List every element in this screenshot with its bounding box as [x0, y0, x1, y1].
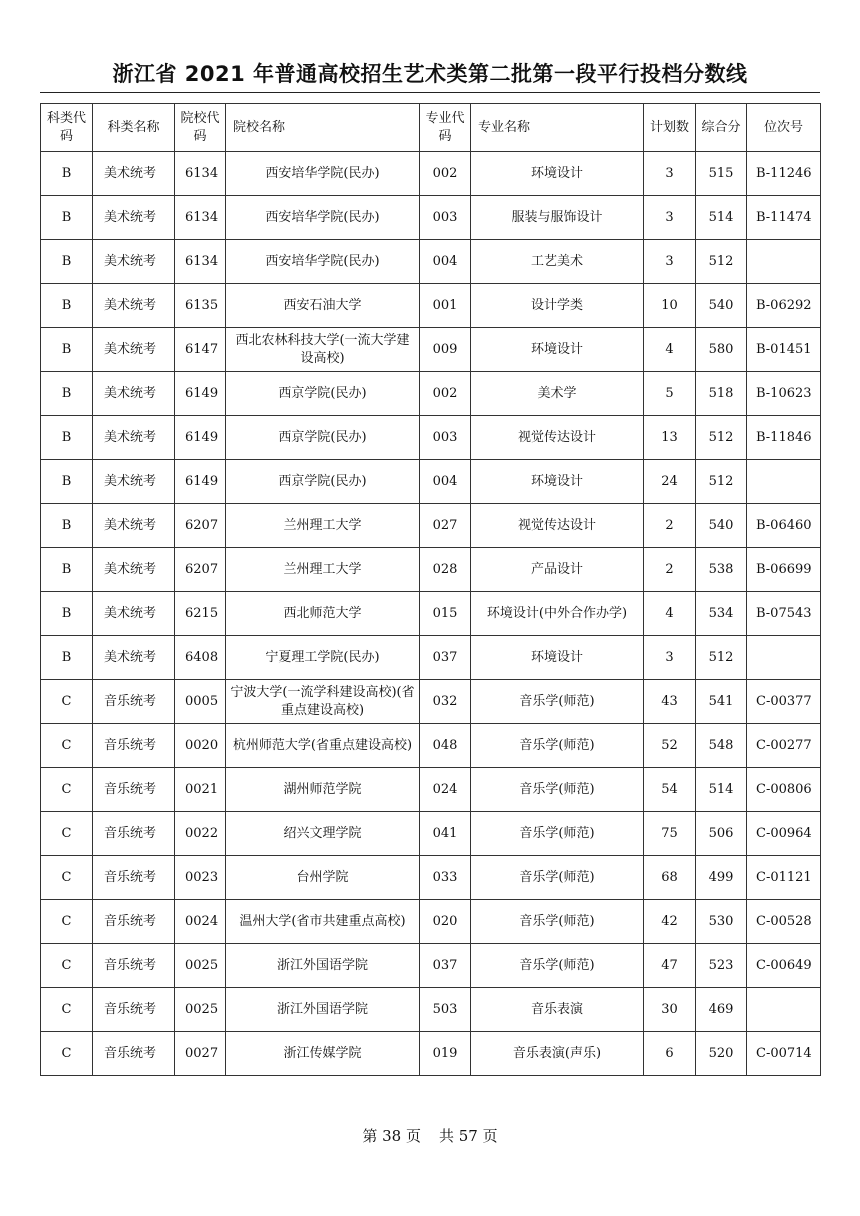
cell-score: 520 [696, 1032, 747, 1076]
cell-kind-name: 美术统考 [93, 416, 175, 460]
cell-kind-name: 美术统考 [93, 152, 175, 196]
cell-kind-code: B [41, 152, 93, 196]
cell-kind-code: C [41, 900, 93, 944]
cell-school-name: 西安培华学院(民办) [226, 196, 420, 240]
header-major-code: 专业代码 [420, 104, 471, 152]
cell-school-code: 0022 [175, 812, 226, 856]
page-title: 浙江省 2021 年普通高校招生艺术类第二批第一段平行投档分数线 [112, 62, 748, 86]
cell-score: 580 [696, 328, 747, 372]
cell-major-code: 020 [420, 900, 471, 944]
cell-school-code: 6134 [175, 240, 226, 284]
cell-school-code: 6149 [175, 416, 226, 460]
cell-major-name: 音乐学(师范) [471, 812, 644, 856]
cell-kind-code: B [41, 416, 93, 460]
cell-major-name: 音乐学(师范) [471, 900, 644, 944]
table-header-row [41, 104, 821, 152]
cell-rank [747, 460, 821, 504]
header-school-code: 院校代码 [175, 104, 226, 152]
cell-kind-code: C [41, 724, 93, 768]
cell-school-name: 浙江传媒学院 [226, 1032, 420, 1076]
cell-kind-name: 美术统考 [93, 196, 175, 240]
cell-school-code: 6149 [175, 372, 226, 416]
table-row [41, 416, 821, 460]
table-row [41, 460, 821, 504]
page-footer [0, 1125, 860, 1146]
cell-kind-name: 音乐统考 [93, 900, 175, 944]
cell-major-code: 033 [420, 856, 471, 900]
cell-kind-code: B [41, 284, 93, 328]
cell-school-name: 浙江外国语学院 [226, 988, 420, 1032]
cell-major-name: 环境设计 [471, 460, 644, 504]
cell-major-name: 视觉传达设计 [471, 416, 644, 460]
cell-plan: 43 [644, 680, 696, 724]
cell-plan: 54 [644, 768, 696, 812]
cell-major-name: 设计学类 [471, 284, 644, 328]
cell-kind-name: 音乐统考 [93, 988, 175, 1032]
cell-plan: 3 [644, 240, 696, 284]
cell-major-code: 003 [420, 416, 471, 460]
cell-kind-name: 美术统考 [93, 504, 175, 548]
cell-plan: 4 [644, 592, 696, 636]
table-row [41, 944, 821, 988]
cell-major-code: 015 [420, 592, 471, 636]
cell-plan: 2 [644, 504, 696, 548]
cell-plan: 10 [644, 284, 696, 328]
cell-major-name: 环境设计(中外合作办学) [471, 592, 644, 636]
cell-rank [747, 988, 821, 1032]
cell-rank: B-10623 [747, 372, 821, 416]
cell-major-name: 音乐学(师范) [471, 724, 644, 768]
cell-kind-code: B [41, 460, 93, 504]
cell-school-code: 6149 [175, 460, 226, 504]
cell-score: 514 [696, 196, 747, 240]
cell-score: 514 [696, 768, 747, 812]
cell-school-code: 6134 [175, 152, 226, 196]
cell-major-code: 032 [420, 680, 471, 724]
cell-kind-code: B [41, 548, 93, 592]
cell-major-name: 音乐学(师范) [471, 768, 644, 812]
cell-school-code: 6207 [175, 548, 226, 592]
cell-kind-code: C [41, 768, 93, 812]
cell-score: 540 [696, 504, 747, 548]
cell-kind-code: B [41, 504, 93, 548]
cell-school-name: 西北师范大学 [226, 592, 420, 636]
cell-school-code: 0021 [175, 768, 226, 812]
cell-rank [747, 240, 821, 284]
cell-school-code: 6135 [175, 284, 226, 328]
cell-major-name: 美术学 [471, 372, 644, 416]
cell-school-code: 6207 [175, 504, 226, 548]
cell-plan: 6 [644, 1032, 696, 1076]
cell-plan: 13 [644, 416, 696, 460]
cell-kind-name: 音乐统考 [93, 680, 175, 724]
cell-school-name: 温州大学(省市共建重点高校) [226, 900, 420, 944]
cell-kind-code: B [41, 240, 93, 284]
cell-major-code: 028 [420, 548, 471, 592]
cell-school-name: 绍兴文理学院 [226, 812, 420, 856]
cell-school-code: 6134 [175, 196, 226, 240]
cell-major-code: 048 [420, 724, 471, 768]
table-row [41, 988, 821, 1032]
cell-plan: 2 [644, 548, 696, 592]
cell-kind-name: 美术统考 [93, 240, 175, 284]
cell-kind-code: C [41, 856, 93, 900]
cell-rank: C-00714 [747, 1032, 821, 1076]
cell-score: 530 [696, 900, 747, 944]
cell-rank: B-06292 [747, 284, 821, 328]
cell-school-name: 宁夏理工学院(民办) [226, 636, 420, 680]
cell-score: 469 [696, 988, 747, 1032]
cell-major-code: 002 [420, 152, 471, 196]
table-row [41, 856, 821, 900]
cell-score: 512 [696, 240, 747, 284]
cell-school-code: 0025 [175, 944, 226, 988]
cell-major-code: 001 [420, 284, 471, 328]
cell-school-name: 兰州理工大学 [226, 504, 420, 548]
cell-rank: C-00528 [747, 900, 821, 944]
cell-rank: B-11246 [747, 152, 821, 196]
cell-school-code: 0020 [175, 724, 226, 768]
cell-rank: C-00277 [747, 724, 821, 768]
cell-kind-code: B [41, 328, 93, 372]
cell-score: 523 [696, 944, 747, 988]
table-row [41, 152, 821, 196]
cell-kind-code: C [41, 944, 93, 988]
table-row [41, 768, 821, 812]
cell-kind-name: 美术统考 [93, 372, 175, 416]
cell-score: 518 [696, 372, 747, 416]
cell-school-name: 台州学院 [226, 856, 420, 900]
cell-kind-name: 美术统考 [93, 328, 175, 372]
cell-rank: C-00964 [747, 812, 821, 856]
cell-score: 541 [696, 680, 747, 724]
cell-rank: C-01121 [747, 856, 821, 900]
header-plan: 计划数 [644, 104, 696, 152]
cell-plan: 24 [644, 460, 696, 504]
cell-kind-code: B [41, 372, 93, 416]
cell-kind-name: 美术统考 [93, 460, 175, 504]
cell-school-code: 0027 [175, 1032, 226, 1076]
cell-major-code: 027 [420, 504, 471, 548]
cell-major-code: 004 [420, 460, 471, 504]
cell-school-code: 0023 [175, 856, 226, 900]
cell-rank: C-00649 [747, 944, 821, 988]
title-divider [40, 92, 820, 93]
cell-major-code: 004 [420, 240, 471, 284]
cell-score: 512 [696, 460, 747, 504]
cell-plan: 47 [644, 944, 696, 988]
cell-major-code: 037 [420, 944, 471, 988]
page-total: 共 57 页 [439, 1127, 498, 1145]
cell-school-name: 湖州师范学院 [226, 768, 420, 812]
cell-score: 540 [696, 284, 747, 328]
table-row [41, 812, 821, 856]
table-row [41, 680, 821, 724]
cell-kind-code: C [41, 988, 93, 1032]
cell-score: 548 [696, 724, 747, 768]
cell-plan: 5 [644, 372, 696, 416]
table-row [41, 636, 821, 680]
table-row [41, 328, 821, 372]
cell-rank: B-06460 [747, 504, 821, 548]
cell-school-name: 西京学院(民办) [226, 372, 420, 416]
header-rank: 位次号 [747, 104, 821, 152]
header-score: 综合分 [696, 104, 747, 152]
cell-major-code: 009 [420, 328, 471, 372]
cell-plan: 4 [644, 328, 696, 372]
cell-major-code: 503 [420, 988, 471, 1032]
cell-school-name: 兰州理工大学 [226, 548, 420, 592]
cell-major-name: 产品设计 [471, 548, 644, 592]
cell-kind-name: 音乐统考 [93, 768, 175, 812]
cell-plan: 3 [644, 152, 696, 196]
cell-major-name: 音乐学(师范) [471, 856, 644, 900]
cell-kind-name: 音乐统考 [93, 856, 175, 900]
cell-school-name: 宁波大学(一流学科建设高校)(省重点建设高校) [226, 680, 420, 724]
cell-score: 512 [696, 636, 747, 680]
cell-plan: 42 [644, 900, 696, 944]
cell-kind-name: 美术统考 [93, 548, 175, 592]
cell-school-name: 西安石油大学 [226, 284, 420, 328]
table-row [41, 196, 821, 240]
cell-kind-name: 音乐统考 [93, 812, 175, 856]
table-row [41, 284, 821, 328]
cell-plan: 3 [644, 636, 696, 680]
cell-major-name: 环境设计 [471, 328, 644, 372]
cell-kind-code: B [41, 592, 93, 636]
cell-major-name: 音乐学(师范) [471, 680, 644, 724]
cell-major-code: 019 [420, 1032, 471, 1076]
cell-plan: 52 [644, 724, 696, 768]
cell-rank: C-00377 [747, 680, 821, 724]
cell-school-code: 0024 [175, 900, 226, 944]
header-kind-code: 科类代码 [41, 104, 93, 152]
cell-kind-code: B [41, 196, 93, 240]
cell-major-name: 视觉传达设计 [471, 504, 644, 548]
table-row [41, 548, 821, 592]
cell-school-name: 杭州师范大学(省重点建设高校) [226, 724, 420, 768]
cell-school-name: 浙江外国语学院 [226, 944, 420, 988]
cell-score: 499 [696, 856, 747, 900]
cell-rank: B-01451 [747, 328, 821, 372]
cell-kind-code: C [41, 680, 93, 724]
cell-score: 515 [696, 152, 747, 196]
table-row [41, 372, 821, 416]
cell-score: 534 [696, 592, 747, 636]
cell-kind-name: 美术统考 [93, 592, 175, 636]
cell-major-code: 002 [420, 372, 471, 416]
cell-school-name: 西北农林科技大学(一流大学建设高校) [226, 328, 420, 372]
cell-kind-code: B [41, 636, 93, 680]
table-row [41, 900, 821, 944]
cell-score: 512 [696, 416, 747, 460]
cell-rank: B-06699 [747, 548, 821, 592]
cell-major-code: 024 [420, 768, 471, 812]
cell-kind-code: C [41, 1032, 93, 1076]
cell-rank: B-07543 [747, 592, 821, 636]
page-number: 第 38 页 [362, 1127, 421, 1145]
cell-plan: 75 [644, 812, 696, 856]
cell-kind-name: 音乐统考 [93, 944, 175, 988]
cell-school-code: 0025 [175, 988, 226, 1032]
cell-school-code: 0005 [175, 680, 226, 724]
cell-major-name: 环境设计 [471, 152, 644, 196]
cell-school-name: 西京学院(民办) [226, 416, 420, 460]
cell-plan: 3 [644, 196, 696, 240]
header-major-name: 专业名称 [471, 104, 644, 152]
cell-major-code: 041 [420, 812, 471, 856]
table-row [41, 724, 821, 768]
table-row [41, 592, 821, 636]
cell-kind-name: 音乐统考 [93, 724, 175, 768]
cell-school-code: 6147 [175, 328, 226, 372]
cell-major-code: 003 [420, 196, 471, 240]
header-kind-name: 科类名称 [93, 104, 175, 152]
cell-major-name: 环境设计 [471, 636, 644, 680]
table-row [41, 240, 821, 284]
cell-score: 506 [696, 812, 747, 856]
cell-plan: 30 [644, 988, 696, 1032]
cell-major-name: 工艺美术 [471, 240, 644, 284]
cell-rank: B-11846 [747, 416, 821, 460]
cell-major-name: 音乐表演(声乐) [471, 1032, 644, 1076]
cell-kind-name: 美术统考 [93, 636, 175, 680]
cell-school-name: 西京学院(民办) [226, 460, 420, 504]
cell-score: 538 [696, 548, 747, 592]
cell-major-name: 音乐学(师范) [471, 944, 644, 988]
cell-kind-code: C [41, 812, 93, 856]
cell-rank: C-00806 [747, 768, 821, 812]
cell-major-code: 037 [420, 636, 471, 680]
cell-kind-name: 音乐统考 [93, 1032, 175, 1076]
table-row [41, 504, 821, 548]
cell-school-code: 6408 [175, 636, 226, 680]
cell-major-name: 音乐表演 [471, 988, 644, 1032]
admission-score-table [40, 103, 821, 1076]
cell-plan: 68 [644, 856, 696, 900]
cell-school-name: 西安培华学院(民办) [226, 152, 420, 196]
header-school-name: 院校名称 [226, 104, 420, 152]
cell-major-name: 服装与服饰设计 [471, 196, 644, 240]
cell-school-name: 西安培华学院(民办) [226, 240, 420, 284]
cell-kind-name: 美术统考 [93, 284, 175, 328]
cell-rank: B-11474 [747, 196, 821, 240]
table-row [41, 1032, 821, 1076]
cell-rank [747, 636, 821, 680]
cell-school-code: 6215 [175, 592, 226, 636]
